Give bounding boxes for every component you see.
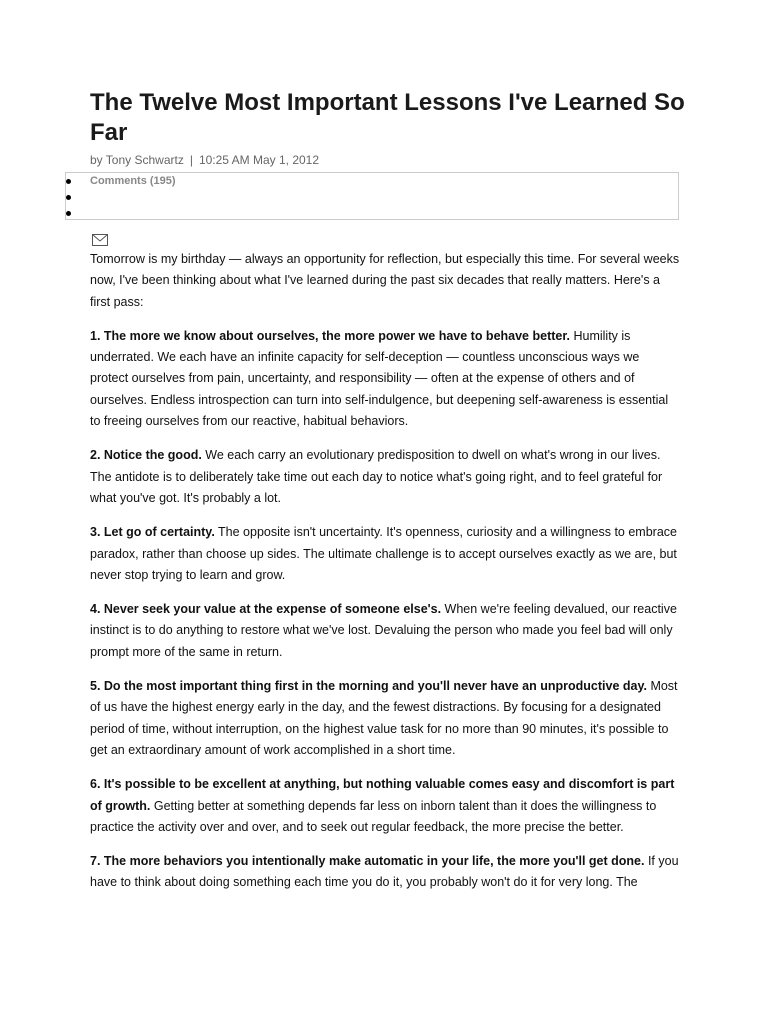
lesson-body: The opposite isn't uncertainty. It's openness, curiosity and a willingness to embrace paradox, rather than choose up sides. The ultimate challenge is to accept ourselves exactly as we are, but never stop trying to learn and grow. xyxy=(90,525,677,582)
lesson-heading: 6. It's possible to be excellent at anything, but nothing valuable comes easy and discomfort is part of growth. xyxy=(90,777,675,813)
lesson-heading: 3. Let go of certainty. xyxy=(90,525,215,540)
byline-separator: | xyxy=(189,153,193,167)
lesson-paragraph xyxy=(90,326,680,432)
byline xyxy=(90,152,319,168)
lesson-heading: 1. The more we know about ourselves, the more power we have to behave better. xyxy=(90,328,570,343)
lesson-paragraph xyxy=(90,676,680,761)
lesson-paragraph xyxy=(90,851,680,894)
lesson-paragraph xyxy=(90,445,680,509)
lesson-body: We each carry an evolutionary predisposition to dwell on what's wrong in our lives. The antidote is to deliberately take time out each day to notice what's going right, and to feel grateful for what you've got. It's probably a lot. xyxy=(90,448,663,505)
lesson-body: When we're feeling devalued, our reactive instinct is to do anything to restore what we've lost. Devaluing the person who made you feel bad will only prompt more of the same in return. xyxy=(90,602,677,659)
lesson-heading: 4. Never seek your value at the expense of someone else's. xyxy=(90,602,442,617)
author-name[interactable]: by Tony Schwartz xyxy=(90,153,184,167)
lesson-body: Getting better at something depends far less on inborn talent than it does the willingness to practice the activity over and over, and to seek out regular feedback, the more precise the better. xyxy=(90,798,657,834)
lesson-heading: 5. Do the most important thing first in the morning and you'll never have an unproductive day. xyxy=(90,679,647,694)
lesson-heading: 7. The more behaviors you intentionally make automatic in your life, the more you'll get done. xyxy=(90,854,645,869)
article-title: The Twelve Most Important Lessons I've Learned So Far xyxy=(90,89,685,146)
lesson-paragraph xyxy=(90,774,680,838)
lesson-body: Humility is underrated. We each have an infinite capacity for self-deception — countless unconscious ways we protect ourselves from pain, uncertainty, and responsibility — often at the expense of others and of ourselves. Endless introspection can turn into self-indulgence, but deepening self-awareness is essential to freeing ourselves from our reactive, habitual behaviors. xyxy=(90,328,669,429)
comments-link[interactable]: Comments (195) xyxy=(90,175,176,187)
lesson-body: If you have to think about doing something each time you do it, you probably won't do it for very long. The xyxy=(90,854,679,890)
lesson-body: Most of us have the highest energy early in the day, and the fewest distractions. By focusing for a designated period of time, without interruption, on the highest value task for no more than 90 minutes, it's possible to get an extraordinary amount of work accomplished in a short time. xyxy=(90,679,678,757)
envelope-icon[interactable] xyxy=(92,234,108,246)
publish-timestamp: 10:25 AM May 1, 2012 xyxy=(198,153,320,167)
lesson-heading: 2. Notice the good. xyxy=(90,448,202,463)
intro-paragraph: Tomorrow is my birthday — always an opportunity for reflection, but especially this time. For several weeks now, I've been thinking about what I've learned during the past six decades that really matters. Here's a first pass: xyxy=(90,252,680,309)
lesson-paragraph xyxy=(90,522,680,586)
article-body xyxy=(90,249,680,907)
lesson-paragraph xyxy=(90,599,680,663)
